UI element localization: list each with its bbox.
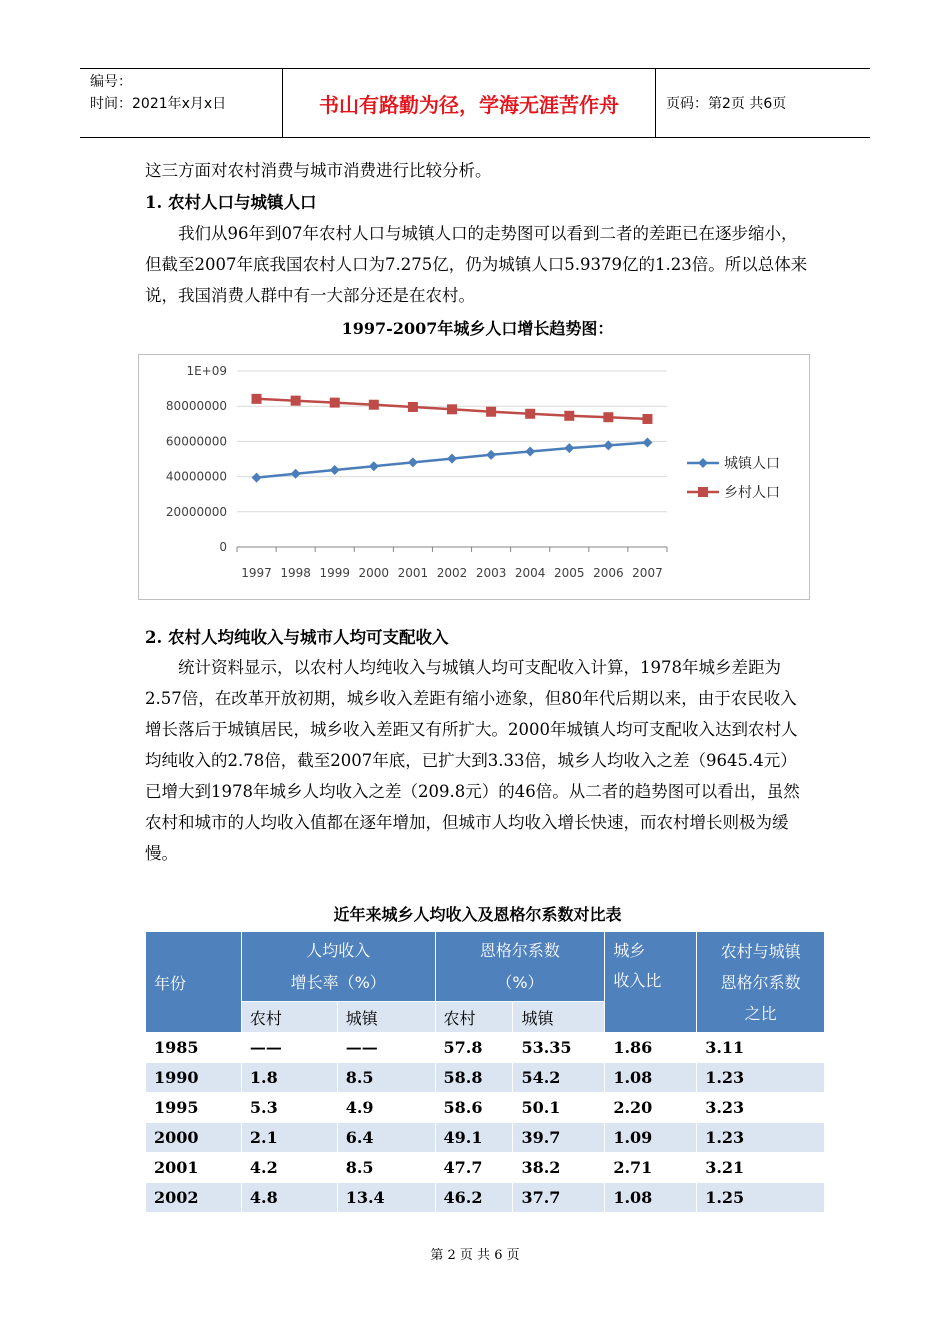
- header-engel-ratio-line3: 之比: [744, 1004, 777, 1023]
- data-point-rural: [642, 414, 652, 424]
- header-income-ratio-line2: 收入比: [613, 971, 662, 990]
- data-point-urban: [369, 461, 379, 471]
- x-tick-label: 2004: [514, 566, 546, 580]
- header-growth: [241, 932, 435, 1002]
- data-point-rural: [369, 400, 379, 410]
- table-cell: 1985: [146, 1033, 242, 1063]
- header-growth-line2: 增长率（%）: [290, 972, 386, 992]
- header-growth-line1: 人均收入: [306, 940, 371, 960]
- header-engel-ratio-line1: 农村与城镇: [720, 942, 801, 961]
- data-point-rural: [564, 411, 574, 421]
- table-cell: 1.23: [697, 1063, 825, 1093]
- data-point-rural: [330, 398, 340, 408]
- data-point-urban: [486, 450, 496, 460]
- table-cell: 58.8: [435, 1063, 513, 1093]
- table-cell: 3.21: [697, 1153, 825, 1183]
- data-point-rural: [525, 409, 535, 419]
- header-engel-line2: （%）: [496, 972, 544, 992]
- header-engel-line1: 恩格尔系数: [479, 940, 560, 960]
- data-point-urban: [408, 457, 418, 467]
- table-cell: 1.08: [605, 1063, 697, 1093]
- subheader-growth-rural: 农村: [241, 1002, 337, 1033]
- table-cell: ——: [241, 1033, 337, 1063]
- data-point-urban: [252, 473, 262, 483]
- table-cell: ——: [337, 1033, 435, 1063]
- table-cell: 4.8: [241, 1183, 337, 1213]
- data-point-rural: [252, 394, 262, 404]
- table-cell: 39.7: [513, 1123, 605, 1153]
- table-cell: 46.2: [435, 1183, 513, 1213]
- table-cell: 49.1: [435, 1123, 513, 1153]
- subheader-growth-urban: 城镇: [337, 1002, 435, 1033]
- table-cell: 4.2: [241, 1153, 337, 1183]
- chart-title: 1997-2007年城乡人口增长趋势图：: [341, 319, 614, 338]
- header-income-ratio-line1: 城乡: [613, 941, 646, 960]
- table-row: [146, 1093, 825, 1123]
- table-cell: 37.7: [513, 1183, 605, 1213]
- x-tick-label: 2005: [553, 566, 585, 580]
- table-row: [146, 1153, 825, 1183]
- table-cell: 2001: [146, 1153, 242, 1183]
- table-row: [146, 1123, 825, 1153]
- intro-paragraph: 这三方面对农村消费与城市消费进行比较分析。: [145, 161, 492, 180]
- table-cell: 1.23: [697, 1123, 825, 1153]
- table-cell: 13.4: [337, 1183, 435, 1213]
- date-label: 时间：2021年x月x日: [90, 96, 227, 112]
- y-tick-label: 1E+09: [186, 364, 227, 378]
- table-cell: 1.09: [605, 1123, 697, 1153]
- data-point-urban: [603, 440, 613, 450]
- y-tick-label: 80000000: [165, 399, 227, 414]
- table-cell: 54.2: [513, 1063, 605, 1093]
- y-tick-label: 20000000: [165, 504, 227, 519]
- header-meta: [80, 69, 280, 137]
- table-cell: 53.35: [513, 1033, 605, 1063]
- header-year: 年份: [146, 932, 242, 1033]
- data-point-urban: [291, 469, 301, 479]
- data-point-urban: [447, 454, 457, 464]
- table-cell: 8.5: [337, 1063, 435, 1093]
- table-cell: 57.8: [435, 1033, 513, 1063]
- header-income-ratio: [605, 932, 697, 1033]
- data-point-rural: [291, 396, 301, 406]
- table-cell: 1990: [146, 1063, 242, 1093]
- x-tick-label: 2002: [436, 566, 468, 580]
- table-cell: 2000: [146, 1123, 242, 1153]
- table-cell: 1.86: [605, 1033, 697, 1063]
- x-tick-label: 1997: [241, 566, 272, 580]
- data-point-urban: [642, 437, 652, 447]
- x-tick-label: 2006: [593, 566, 624, 580]
- table-cell: 1.8: [241, 1063, 337, 1093]
- table-cell: 1995: [146, 1093, 242, 1123]
- table-row: [146, 1183, 825, 1213]
- data-point-rural: [603, 412, 613, 422]
- table-cell: 38.2: [513, 1153, 605, 1183]
- table-cell: 2.1: [241, 1123, 337, 1153]
- table-cell: 4.9: [337, 1093, 435, 1123]
- table-cell: 3.11: [697, 1033, 825, 1063]
- x-tick-label: 1999: [319, 566, 351, 580]
- data-point-urban: [525, 446, 535, 456]
- section-1-title: 1. 农村人口与城镇人口: [145, 193, 317, 212]
- table-cell: 2.20: [605, 1093, 697, 1123]
- header-engel: [435, 932, 605, 1002]
- legend-marker-0: [698, 458, 708, 468]
- x-tick-label: 2003: [475, 566, 507, 580]
- header-motto: 书山有路勤为径，学海无涯苦作舟: [282, 69, 656, 137]
- population-chart: [138, 354, 810, 600]
- section-2-body: 统计资料显示，以农村人均纯收入与城镇人均可支配收入计算，1978年城乡差距为2.57倍，在改革开放初期，城乡收入差距有缩小迹象，但80年代后期以来，由于农民收入增长落后于城镇居民，城乡收入差距又有所扩大。2000年城镇人均可支配收入达到农村人均纯收入的2.78倍，截至2007年底，已扩大到3.33倍，城乡人均收入之差（9645.4元）已增大到1978年城乡人均收入之差（209.8元）的46倍。从二者的趋势图可以看出，虽然农村和城市的人均收入值都在逐年增加，但城市人均收入增长快速，而农村增长则极为缓慢。: [145, 658, 800, 863]
- table-title: 近年来城乡人均收入及恩格尔系数对比表: [333, 905, 622, 924]
- page-header: [80, 68, 870, 138]
- header-page-info: 页码：第2页 共6页: [666, 96, 787, 112]
- legend-label-1: 乡村人口: [724, 485, 780, 501]
- table-cell: 50.1: [513, 1093, 605, 1123]
- data-point-rural: [408, 402, 418, 412]
- header-engel-ratio: [697, 932, 825, 1033]
- legend-marker-1: [698, 487, 708, 497]
- income-engel-table: [145, 931, 825, 1213]
- x-tick-label: 2007: [632, 566, 663, 580]
- section-1-body: 我们从96年到07年农村人口与城镇人口的走势图可以看到二者的差距已在逐步缩小，但截至2007年底我国农村人口为7.275亿，仍为城镇人口5.9379亿的1.23倍。所以总体来说，我国消费人群中有一大部分还是在农村。: [145, 224, 808, 305]
- legend-label-0: 城镇人口: [724, 456, 780, 472]
- table-cell: 2.71: [605, 1153, 697, 1183]
- number-label: 编号：: [90, 74, 132, 90]
- table-cell: 8.5: [337, 1153, 435, 1183]
- data-point-urban: [564, 443, 574, 453]
- table-row: [146, 1033, 825, 1063]
- table-cell: 3.23: [697, 1093, 825, 1123]
- subheader-engel-rural: 农村: [435, 1002, 513, 1033]
- table-cell: 5.3: [241, 1093, 337, 1123]
- y-tick-label: 60000000: [165, 434, 227, 449]
- x-tick-label: 2000: [358, 566, 390, 580]
- table-cell: 1.25: [697, 1183, 825, 1213]
- table-cell: 58.6: [435, 1093, 513, 1123]
- data-point-rural: [486, 407, 496, 417]
- page-footer: 第 2 页 共 6 页: [430, 1248, 520, 1263]
- table-cell: 47.7: [435, 1153, 513, 1183]
- y-tick-label: 0: [219, 540, 227, 554]
- subheader-engel-urban: 城镇: [513, 1002, 605, 1033]
- x-tick-label: 2001: [397, 566, 429, 580]
- table-cell: 2002: [146, 1183, 242, 1213]
- table-cell: 6.4: [337, 1123, 435, 1153]
- data-point-rural: [447, 404, 457, 414]
- y-tick-label: 40000000: [165, 469, 227, 484]
- table-row: [146, 1063, 825, 1093]
- header-engel-ratio-line2: 恩格尔系数: [720, 973, 801, 992]
- population-chart-svg: [139, 355, 809, 599]
- data-point-urban: [330, 465, 340, 475]
- x-tick-label: 1998: [280, 566, 311, 580]
- section-2-title: 2. 农村人均纯收入与城市人均可支配收入: [145, 628, 449, 647]
- table-cell: 1.08: [605, 1183, 697, 1213]
